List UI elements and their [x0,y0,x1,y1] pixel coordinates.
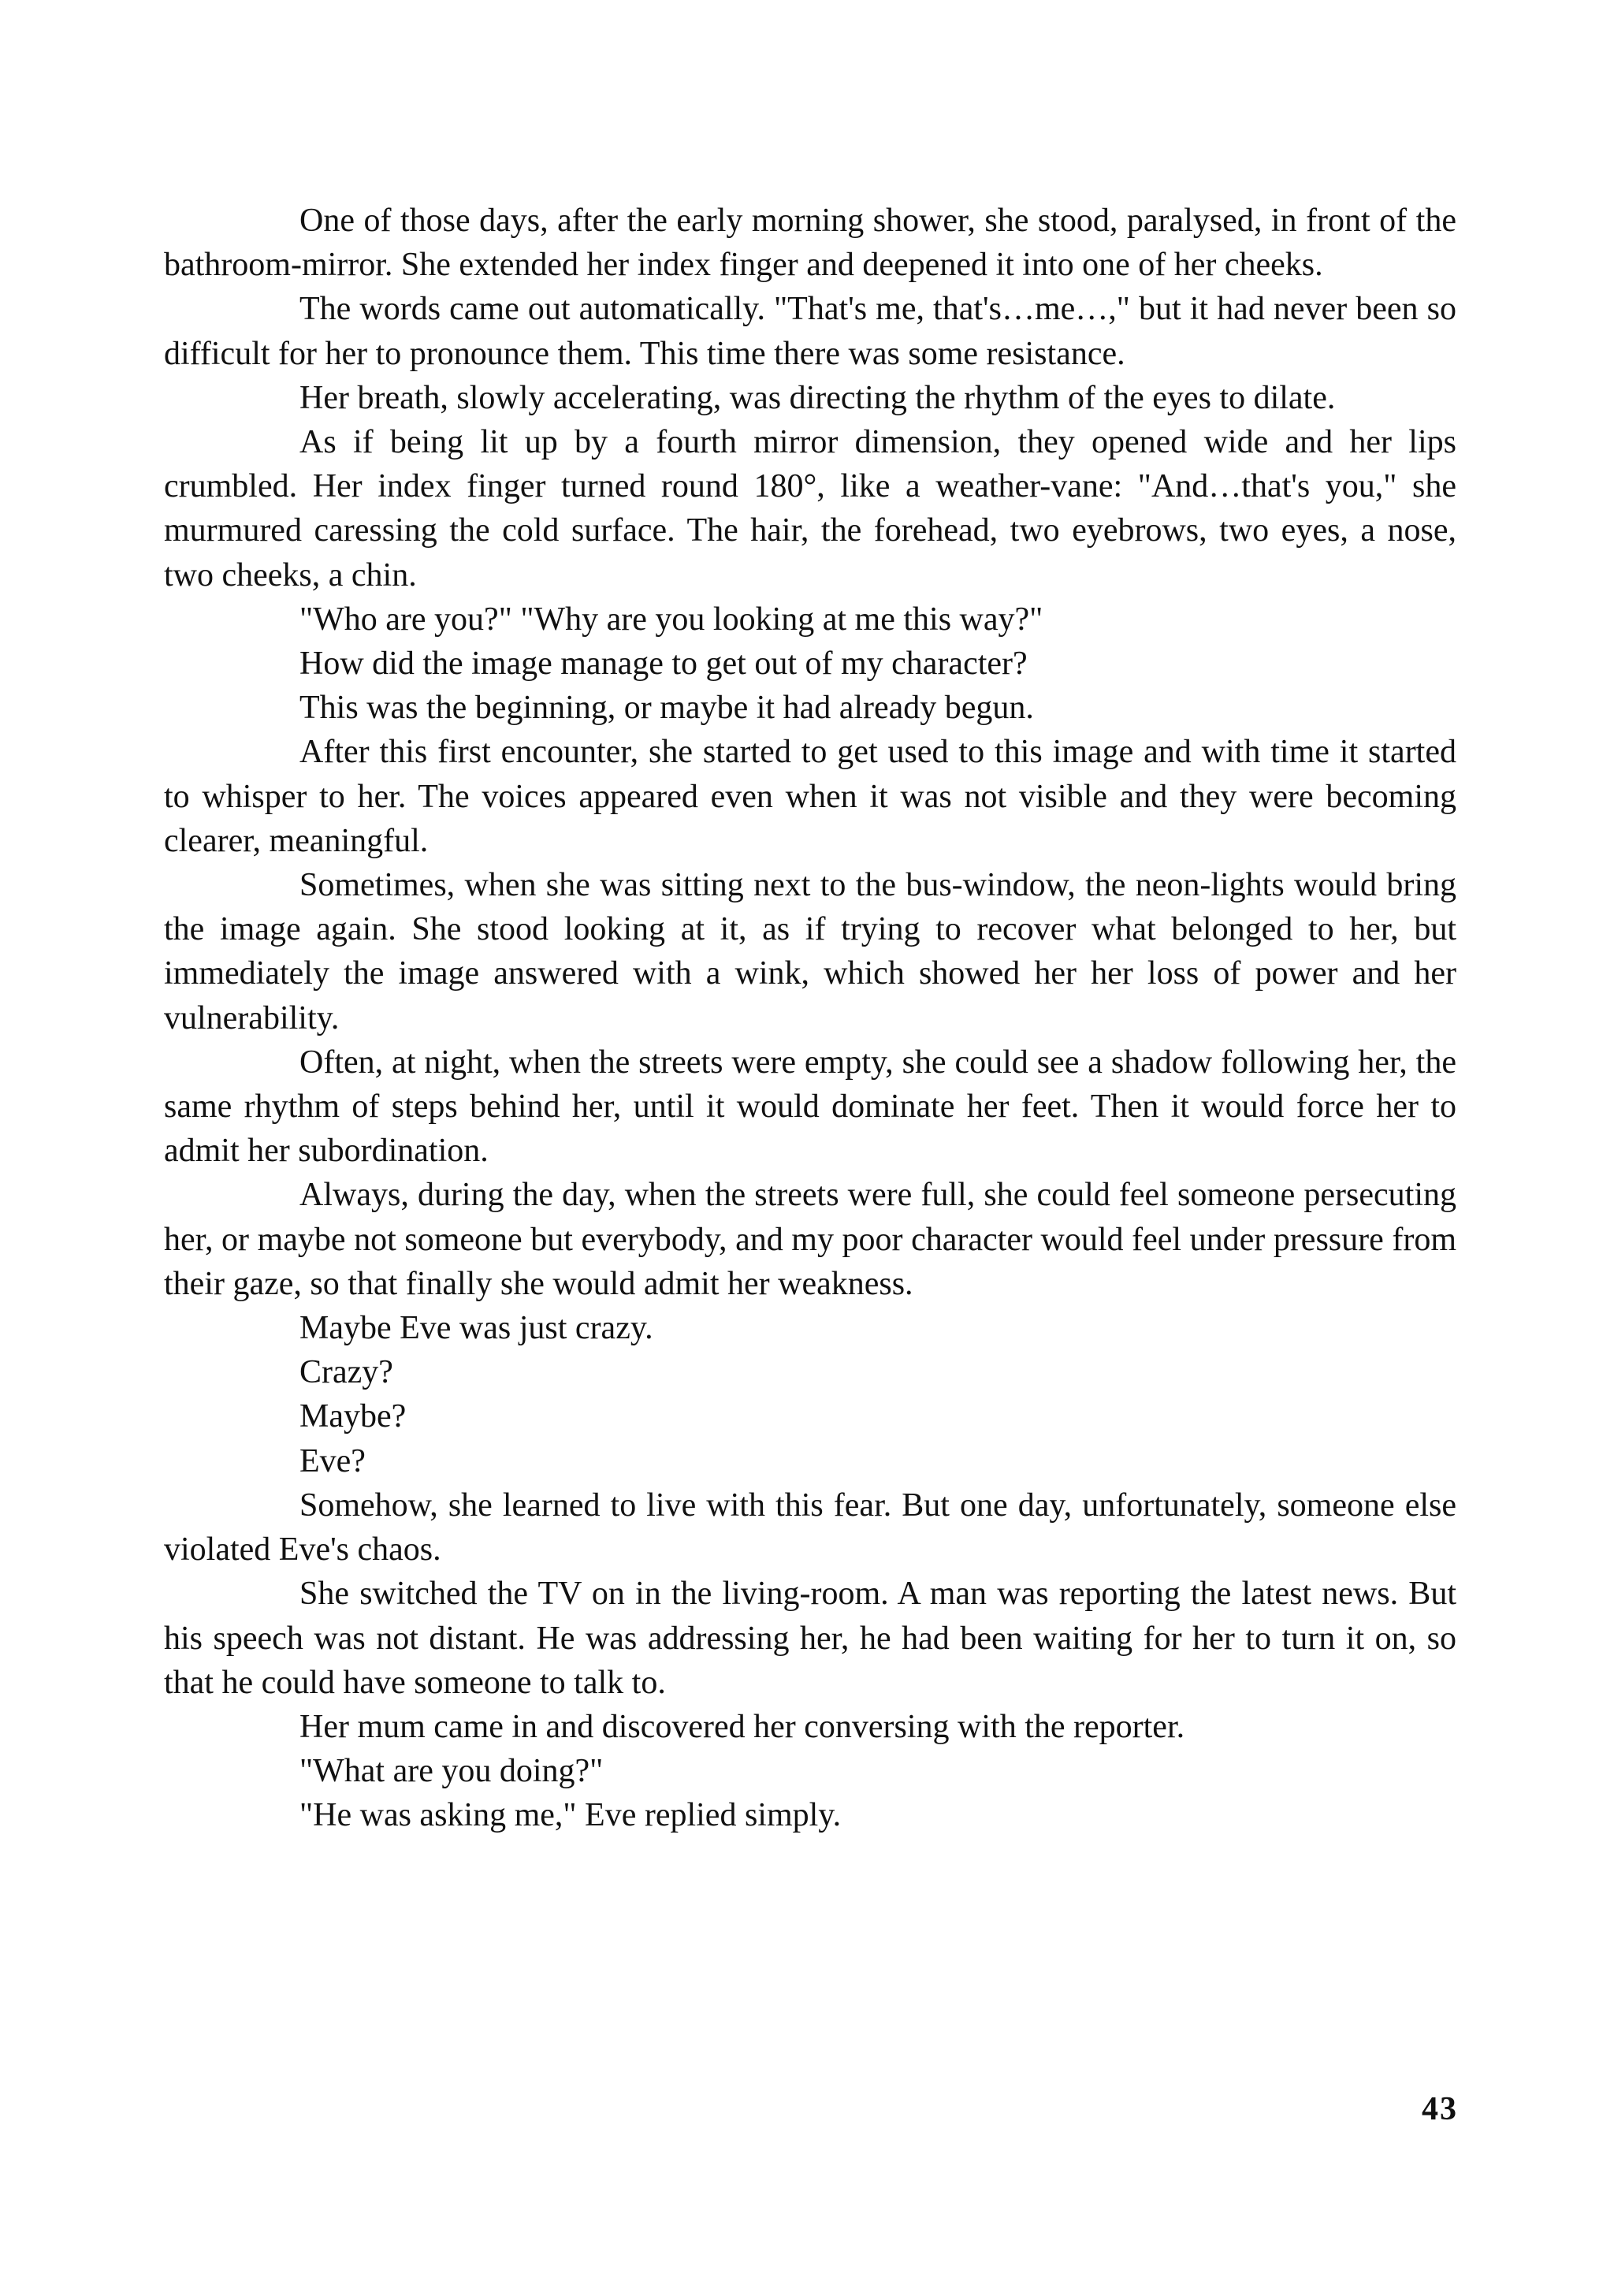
paragraph: She switched the TV on in the living-room. A man was reporting the latest news. But his speech was not distant. He was addressing her, he had been waiting for her to turn it on, so that he could have someone to talk to. [164,1576,1456,1701]
paragraph: How did the image manage to get out of my character? [299,646,1028,683]
paragraph: Sometimes, when she was sitting next to the bus-window, the neon-lights would bring the image again. She stood looking at it, as if trying to recover what belonged to her, but immediately the image answered with a wink, which showed her her loss of power and her vulnerability. [164,867,1456,1036]
paragraph: Somehow, she learned to live with this fear. But one day, unfortunately, someone else violated Eve's chaos. [164,1487,1456,1568]
paragraph: Maybe? [299,1398,407,1435]
paragraph: As if being lit up by a fourth mirror dimension, they opened wide and her lips crumbled. Her index finger turned round 180°, like a weather-vane: "And…that's you," she murmured caressing the cold surface. The hair, the forehead, two eyebrows, two eyes, a nose, two cheeks, a chin. [164,424,1456,594]
paragraph: "What are you doing?" [299,1753,604,1790]
paragraph: The words came out automatically. "That's me, that's…me…," but it had never been so difficult for her to pronounce them. This time there was some resistance. [164,291,1456,372]
paragraph: Her breath, slowly accelerating, was directing the rhythm of the eyes to dilate. [299,379,1336,416]
paragraph: "He was asking me," Eve replied simply. [299,1797,842,1834]
page-number: 43 [1422,2091,1458,2127]
body-text [164,199,1456,1838]
paragraph: Often, at night, when the streets were empty, she could see a shadow following her, the same rhythm of steps behind her, until it would dominate her feet. Then it would force her to admit her subordination. [164,1044,1456,1170]
paragraph: "Who are you?" "Why are you looking at me this way?" [299,601,1043,638]
paragraph: Eve? [299,1442,366,1479]
paragraph: This was the beginning, or maybe it had already begun. [299,690,1034,727]
paragraph: Always, during the day, when the streets were full, she could feel someone persecuting her, or maybe not someone but everybody, and my poor character would feel under pressure from their gaze, so that finally she would admit her weakness. [164,1177,1456,1302]
paragraph: Her mum came in and discovered her conversing with the reporter. [299,1708,1185,1745]
paragraph: Maybe Eve was just crazy. [299,1310,653,1347]
paragraph: One of those days, after the early morning shower, she stood, paralysed, in front of the bathroom-mirror. She extended her index finger and deepened it into one of her cheeks. [164,203,1456,284]
paragraph: After this first encounter, she started to get used to this image and with time it started to whisper to her. The voices appeared even when it was not visible and they were becoming clearer, meaningful. [164,734,1456,859]
paragraph: Crazy? [299,1354,393,1391]
